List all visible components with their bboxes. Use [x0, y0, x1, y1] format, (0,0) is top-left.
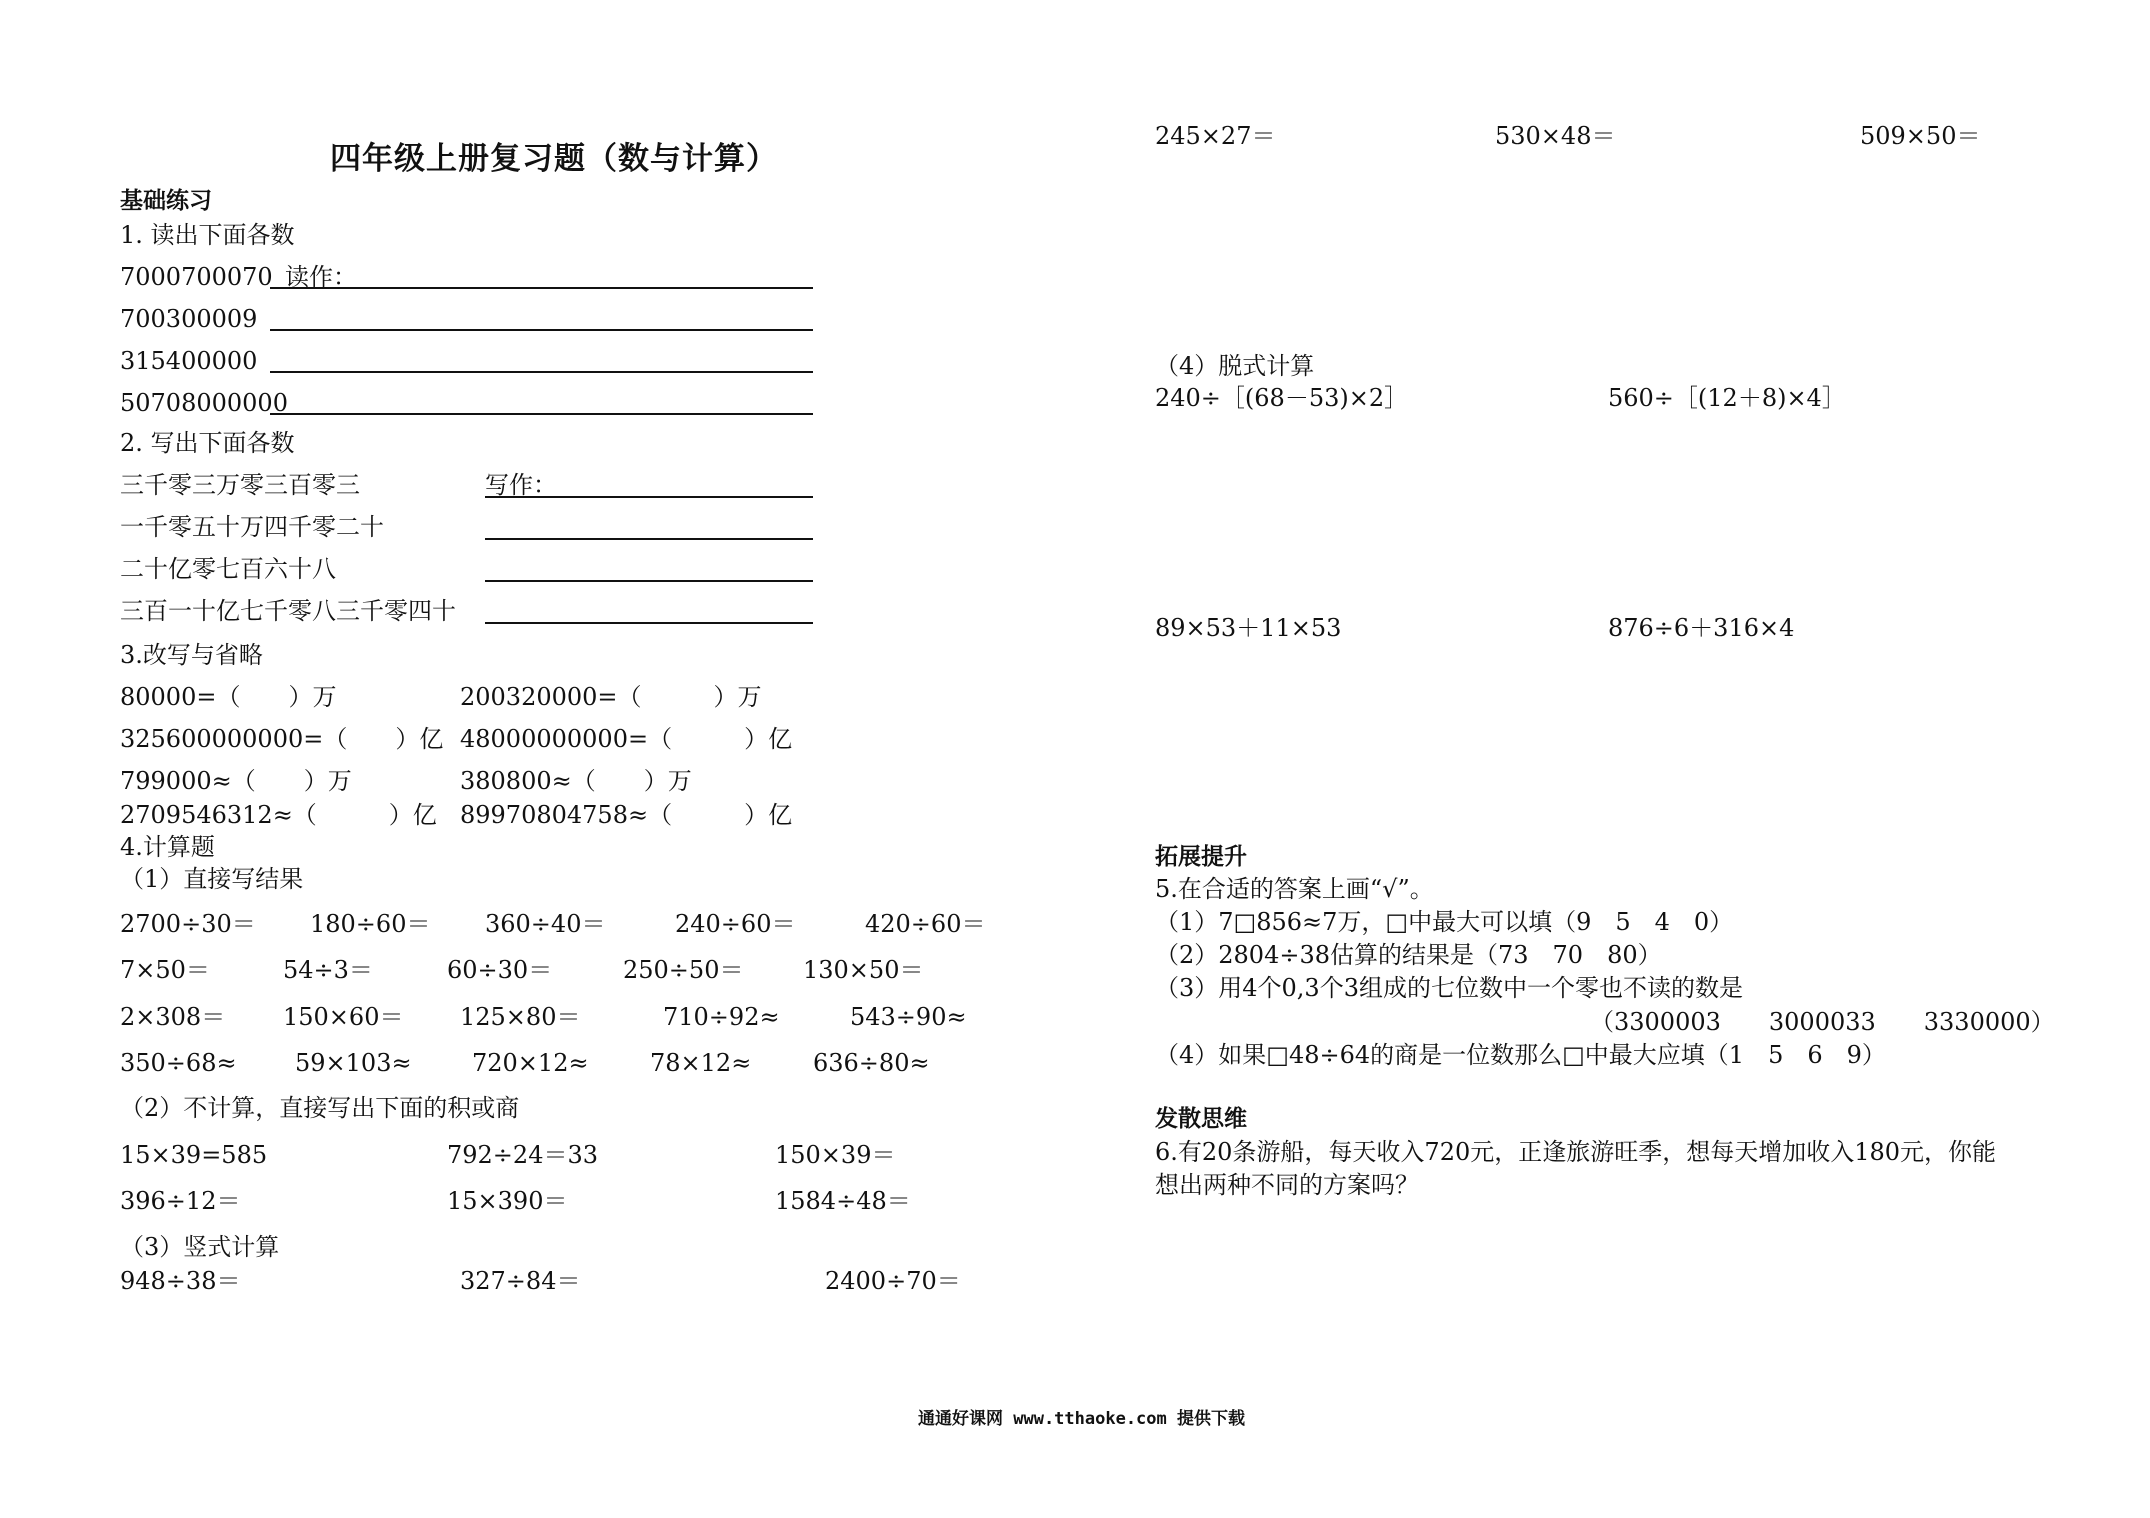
calc-item: 2700÷30＝	[120, 910, 256, 938]
calc-item: 792÷24＝33	[447, 1141, 598, 1169]
q2-answer-line-3[interactable]	[485, 580, 813, 582]
calc-item: 125×80＝	[460, 1003, 581, 1031]
q1-heading: 1. 读出下面各数	[120, 221, 295, 249]
calc-item: 130×50＝	[803, 956, 924, 984]
q3-item-1: 80000=（ ）万	[120, 683, 337, 711]
calc-item: 150×60＝	[283, 1003, 404, 1031]
q5-item-3: （3）用4个0,3个3组成的七位数中一个零也不读的数是	[1155, 974, 1743, 1002]
footer-credit: 通通好课网 www.tthaoke.com 提供下载	[918, 1409, 1245, 1429]
q2-answer-line-2[interactable]	[485, 538, 813, 540]
q1-number-3: 315400000	[120, 347, 258, 375]
q2-answer-line-1[interactable]	[485, 496, 813, 498]
q1-number-4: 50708000000	[120, 389, 288, 417]
q5-heading: 5.在合适的答案上画“√”。	[1155, 875, 1434, 903]
q1-answer-line-1[interactable]	[270, 287, 813, 289]
calc-item: 180÷60＝	[310, 910, 431, 938]
calc-item: 240÷60＝	[675, 910, 796, 938]
q2-number-3: 二十亿零七百六十八	[120, 555, 336, 583]
calc-item: 245×27＝	[1155, 122, 1276, 150]
q5-item-4: （4）如果□48÷64的商是一位数那么□中最大应填（1 5 6 9）	[1155, 1041, 1886, 1069]
calc-item: 720×12≈	[472, 1049, 589, 1077]
calc-item: 327÷84＝	[460, 1267, 581, 1295]
q3-item-3: 325600000000=（ ）亿	[120, 725, 444, 753]
q1-answer-line-2[interactable]	[270, 329, 813, 331]
page-title: 四年级上册复习题（数与计算）	[330, 141, 778, 177]
calc-item: 509×50＝	[1860, 122, 1981, 150]
calc-item: 876÷6＋316×4	[1608, 614, 1795, 642]
q3-item-6: 380800≈（ ）万	[460, 767, 692, 795]
q2-number-4: 三百一十亿七千零八三千零四十	[120, 597, 456, 625]
q3-item-8: 89970804758≈（ ）亿	[460, 801, 793, 829]
q2-heading: 2. 写出下面各数	[120, 429, 295, 457]
calc-item: 59×103≈	[295, 1049, 412, 1077]
q1-read-label: 读作：	[285, 263, 357, 291]
calc-item: 710÷92≈	[663, 1003, 780, 1031]
calc-item: 2400÷70＝	[825, 1267, 961, 1295]
calc-item: 360÷40＝	[485, 910, 606, 938]
q5-item-3-options: （3300003 3000033 3330000）	[1590, 1008, 2055, 1036]
calc-item: 2×308＝	[120, 1003, 226, 1031]
q3-item-4: 48000000000=（ ）亿	[460, 725, 793, 753]
calc-item: 15×390＝	[447, 1187, 568, 1215]
calc-item: 78×12≈	[650, 1049, 752, 1077]
section-divergent-heading: 发散思维	[1155, 1105, 1247, 1132]
q4-part4-heading: （4）脱式计算	[1155, 352, 1315, 380]
calc-item: 7×50＝	[120, 956, 210, 984]
calc-item: 60÷30＝	[447, 956, 553, 984]
q1-number-1: 7000700070	[120, 263, 273, 291]
q1-number-2: 700300009	[120, 305, 258, 333]
q6-line-1: 6.有20条游船，每天收入720元，正逢旅游旺季，想每天增加收入180元，你能	[1155, 1138, 1997, 1166]
q3-item-5: 799000≈（ ）万	[120, 767, 352, 795]
calc-item: 250÷50＝	[623, 956, 744, 984]
q2-number-1: 三千零三万零三百零三	[120, 471, 360, 499]
q3-heading: 3.改写与省略	[120, 641, 263, 669]
section-basic-heading: 基础练习	[120, 187, 212, 214]
calc-item: 150×39＝	[775, 1141, 896, 1169]
q2-answer-line-4[interactable]	[485, 622, 813, 624]
calc-item: 560÷［(12＋8)×4］	[1608, 384, 1846, 412]
calc-item: 530×48＝	[1495, 122, 1616, 150]
q6-line-2: 想出两种不同的方案吗？	[1155, 1171, 1419, 1199]
q5-item-2: （2）2804÷38估算的结果是（73 70 80）	[1155, 941, 1662, 969]
section-extension-heading: 拓展提升	[1155, 843, 1247, 870]
q4-part3-heading: （3）竖式计算	[120, 1233, 280, 1261]
calc-item: 54÷3＝	[283, 956, 373, 984]
q4-heading: 4.计算题	[120, 833, 215, 861]
calc-item: 240÷［(68－53)×2］	[1155, 384, 1409, 412]
q1-answer-line-3[interactable]	[270, 371, 813, 373]
calc-item: 636÷80≈	[813, 1049, 930, 1077]
calc-item: 350÷68≈	[120, 1049, 237, 1077]
q3-item-7: 2709546312≈（ ）亿	[120, 801, 437, 829]
calc-item: 1584÷48＝	[775, 1187, 911, 1215]
q5-item-1: （1）7□856≈7万，□中最大可以填（9 5 4 0）	[1155, 908, 1734, 936]
q1-answer-line-4[interactable]	[270, 413, 813, 415]
calc-item: 543÷90≈	[850, 1003, 967, 1031]
calc-item: 89×53＋11×53	[1155, 614, 1342, 642]
q2-number-2: 一千零五十万四千零二十	[120, 513, 384, 541]
calc-item: 948÷38＝	[120, 1267, 241, 1295]
q4-part1-heading: （1）直接写结果	[120, 865, 304, 893]
calc-item: 15×39=585	[120, 1141, 268, 1169]
q4-part2-heading: （2）不计算，直接写出下面的积或商	[120, 1094, 520, 1122]
calc-item: 396÷12＝	[120, 1187, 241, 1215]
q3-item-2: 200320000=（ ）万	[460, 683, 762, 711]
calc-item: 420÷60＝	[865, 910, 986, 938]
q2-write-label: 写作：	[485, 471, 557, 499]
